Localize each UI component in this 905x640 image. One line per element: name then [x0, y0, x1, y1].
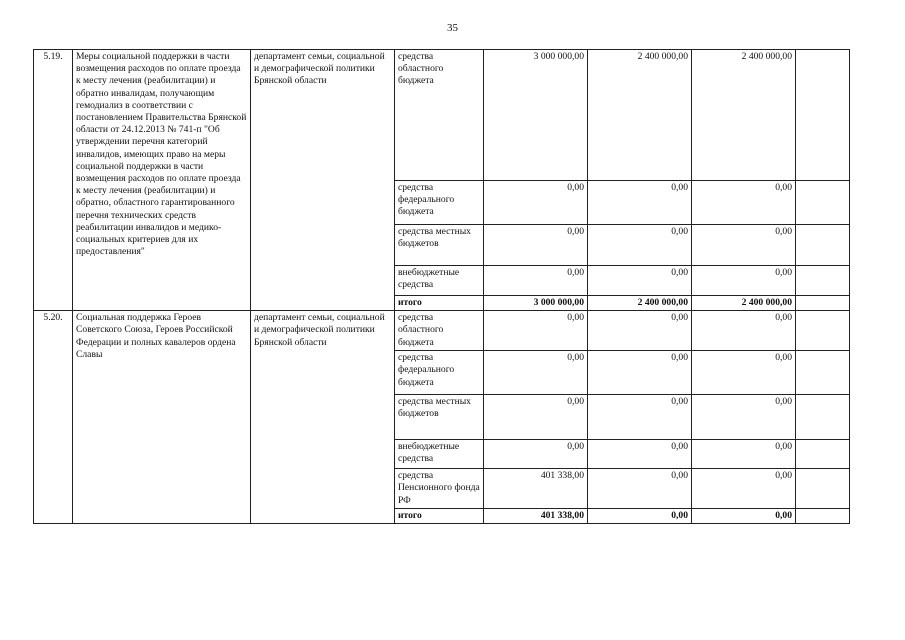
amount-cell: 2 400 000,00: [692, 50, 796, 181]
amount-total: 0,00: [692, 509, 796, 524]
empty-cell: [796, 509, 850, 524]
funding-source-total: итого: [395, 509, 484, 524]
amount-cell: 0,00: [692, 351, 796, 395]
funding-source: средства местных бюджетов: [395, 395, 484, 440]
empty-cell: [796, 311, 850, 351]
amount-cell: 0,00: [484, 266, 588, 296]
amount-cell: 0,00: [588, 266, 692, 296]
amount-total: 0,00: [588, 509, 692, 524]
amount-cell: 401 338,00: [484, 469, 588, 509]
empty-cell: [796, 351, 850, 395]
empty-cell: [796, 440, 850, 469]
amount-cell: 0,00: [588, 311, 692, 351]
empty-cell: [796, 296, 850, 311]
funding-source: средства Пенсионного фонда РФ: [395, 469, 484, 509]
amount-cell: 0,00: [588, 469, 692, 509]
empty-cell: [796, 225, 850, 266]
table-row: [34, 311, 850, 351]
empty-cell: [796, 469, 850, 509]
amount-total: 3 000 000,00: [484, 296, 588, 311]
budget-table: [33, 49, 850, 524]
funding-source: средства областного бюджета: [395, 311, 484, 351]
empty-cell: [796, 50, 850, 181]
measure-description: Меры социальной поддержки в части возмещения расходов по оплате проезда к месту лечения (реабилитации) и обратно инвалидам, получающим гемодиализ в соответствии с постановлением Правительства Брянской области от 24.12.2013 № 741-п "Об утверждении перечня категорий инвалидов, имеющих право на меры социальной поддержки в части возмещения расходов по оплате проезда к месту лечения (реабилитации) и обратно, областного гарантированного перечня технических средств реабилитации инвалидов и медико-социальных критериев для их предоставления": [73, 50, 251, 311]
amount-cell: 0,00: [588, 351, 692, 395]
amount-cell: 0,00: [484, 395, 588, 440]
amount-cell: 0,00: [588, 225, 692, 266]
table-row: [34, 50, 850, 181]
amount-cell: 3 000 000,00: [484, 50, 588, 181]
funding-source: внебюджетные средства: [395, 440, 484, 469]
amount-cell: 0,00: [588, 440, 692, 469]
amount-cell: 0,00: [484, 311, 588, 351]
amount-cell: 0,00: [692, 181, 796, 225]
row-number: 5.19.: [34, 50, 73, 311]
amount-total: 2 400 000,00: [588, 296, 692, 311]
amount-cell: 0,00: [692, 395, 796, 440]
funding-source-total: итого: [395, 296, 484, 311]
page-number: 35: [447, 22, 458, 34]
measure-description: Социальная поддержка Героев Советского Союза, Героев Российской Федерации и полных кавалеров ордена Славы: [73, 311, 251, 524]
empty-cell: [796, 395, 850, 440]
empty-cell: [796, 181, 850, 225]
amount-cell: 0,00: [692, 440, 796, 469]
funding-source: средства федерального бюджета: [395, 351, 484, 395]
amount-cell: 0,00: [588, 395, 692, 440]
amount-cell: 0,00: [692, 266, 796, 296]
amount-cell: 0,00: [484, 225, 588, 266]
funding-source: средства федерального бюджета: [395, 181, 484, 225]
empty-cell: [796, 266, 850, 296]
executor: департамент семьи, социальной и демографической политики Брянской области: [251, 311, 395, 524]
executor: департамент семьи, социальной и демографической политики Брянской области: [251, 50, 395, 311]
amount-total: 401 338,00: [484, 509, 588, 524]
amount-cell: 0,00: [692, 225, 796, 266]
amount-cell: 0,00: [484, 351, 588, 395]
amount-cell: 2 400 000,00: [588, 50, 692, 181]
amount-cell: 0,00: [484, 440, 588, 469]
amount-cell: 0,00: [692, 311, 796, 351]
funding-source: внебюджетные средства: [395, 266, 484, 296]
row-number: 5.20.: [34, 311, 73, 524]
amount-total: 2 400 000,00: [692, 296, 796, 311]
amount-cell: 0,00: [692, 469, 796, 509]
funding-source: средства областного бюджета: [395, 50, 484, 181]
funding-source: средства местных бюджетов: [395, 225, 484, 266]
amount-cell: 0,00: [588, 181, 692, 225]
amount-cell: 0,00: [484, 181, 588, 225]
